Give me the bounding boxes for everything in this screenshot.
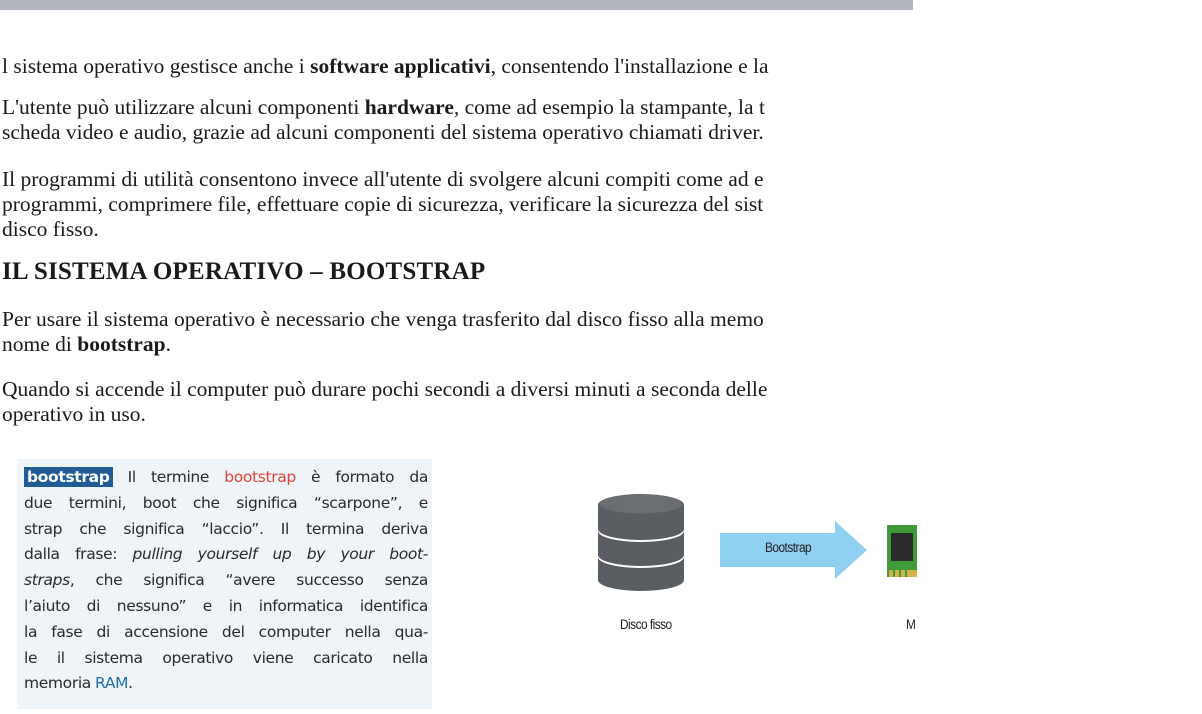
p4-bold: bootstrap xyxy=(77,332,166,356)
box-line-4: dalla frase: pulling yourself up by your boot- xyxy=(24,545,428,564)
definition-box xyxy=(17,459,432,709)
p2-bold: hardware xyxy=(364,95,454,119)
box-line-5: straps, che significa “avere successo senza xyxy=(24,571,428,590)
p5-line1: Quando si accende il computer può durare pochi secondi a diversi minuti a seconda delle xyxy=(2,377,768,401)
definition-text xyxy=(24,465,428,697)
p4-text: nome di xyxy=(2,332,78,356)
paragraph-driver xyxy=(2,95,1202,145)
p1-bold: software applicativi xyxy=(310,54,491,78)
p3-line3: disco fisso. xyxy=(2,217,99,241)
paragraph-bootstrap xyxy=(2,307,1202,357)
p3-line1: Il programmi di utilità consentono invece all'utente di svolgere alcuni compiti come ad e xyxy=(2,167,764,191)
p4-line1: Per usare il sistema operativo è necessario che venga trasferito dal disco fisso alla memo xyxy=(2,307,764,331)
box-line-3: strap che significa “laccio”. Il termina deriva xyxy=(24,519,428,538)
box-line-9: memoria RAM. xyxy=(24,674,133,693)
red-term: bootstrap xyxy=(224,468,296,486)
ram-term: RAM xyxy=(95,674,129,693)
bootstrap-arrow-label: Bootstrap xyxy=(765,540,812,555)
p3-line2: programmi, comprimere file, effettuare copie di sicurezza, verificare la sicurezza del sist xyxy=(2,192,764,216)
bootstrap-diagram xyxy=(440,459,916,709)
p1-text-end: , consentendo l'installazione e la xyxy=(490,54,769,78)
paragraph-applicativi xyxy=(2,54,1202,79)
box-line-2: due termini, boot che significa “scarpone”, e xyxy=(24,493,428,512)
p2-text: L'utente può utilizzare alcuni componenti xyxy=(2,95,365,119)
box-line-7: la fase di accensione del computer nella qua- xyxy=(24,622,428,641)
paragraph-accensione xyxy=(2,377,1202,427)
p2-text-end: , come ad esempio la stampante, la t xyxy=(453,95,765,119)
bootstrap-diagram-graphic xyxy=(440,459,916,709)
box-line-1: bootstrap Il termine bootstrap è formato da xyxy=(24,465,428,491)
p4-text-end: . xyxy=(165,332,172,356)
top-divider-bar xyxy=(0,0,913,10)
p1-text: l sistema operativo gestisce anche i xyxy=(2,54,311,78)
hard-disk-icon xyxy=(598,494,684,591)
p2-line2: scheda video e audio, grazie ad alcuni componenti del sistema operativo chiamati driver. xyxy=(2,120,764,144)
ram-chip-icon xyxy=(887,525,917,577)
ram-label-fragment: M xyxy=(906,617,916,632)
disk-label: Disco fisso xyxy=(620,617,672,632)
box-line-6: l’aiuto di nessuno” e in informatica identifica xyxy=(24,596,428,615)
box-line-8: le il sistema operativo viene caricato nella xyxy=(24,648,428,667)
section-heading: IL SISTEMA OPERATIVO – BOOTSTRAP xyxy=(2,258,486,285)
bootstrap-tag: bootstrap xyxy=(24,467,113,487)
paragraph-utilita xyxy=(2,167,1202,242)
p5-line2: operativo in uso. xyxy=(2,402,146,426)
